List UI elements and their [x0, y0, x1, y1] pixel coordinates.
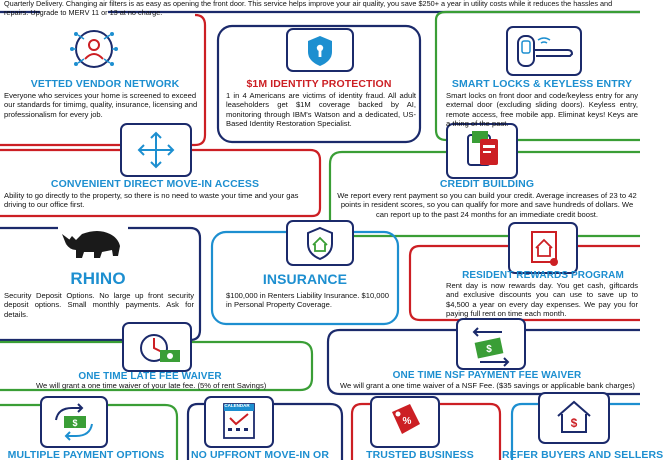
- house-shield-icon: [288, 222, 352, 264]
- credit-card-icon: [448, 125, 516, 177]
- locks-body: Smart locks on front door and code/keyless entry for any external door (excluding sliding doors). Keyless entry, remote access, free mobile app. Eliminat keys! Keys are a thing of the past.: [446, 91, 638, 128]
- vetted-person-icon: [62, 22, 126, 76]
- cash-arrows-icon: [458, 320, 524, 368]
- svg-text:$: $: [486, 344, 492, 355]
- credit-title: CREDIT BUILDING: [439, 178, 535, 190]
- identity-title: $1M IDENTITY PROTECTION: [246, 78, 392, 90]
- payment-cycle-icon: [42, 398, 106, 446]
- intro-text: Quarterly Delivery. Changing air filters is as easy as opening the front door. This service helps improve your air quality, you save $250+ a year in utility costs while it reduces the hassles and repairs. Upgrade to MERV 11 or 13 at no charge.: [4, 0, 613, 17]
- latefee-body: We will grant a one time waiver of your late fee. (5% of rent Savings): [36, 381, 267, 390]
- identity-icon-box: [286, 28, 354, 72]
- rhino-title: RHINO: [70, 269, 126, 288]
- house-dollar-icon: [540, 394, 608, 442]
- rhino-icon-wrap: [58, 222, 128, 262]
- movein-body: Ability to go directly to the property, so there is no need to waste your time and your gas driving to our office first.: [4, 191, 299, 210]
- trusted-icon-box: [370, 396, 440, 448]
- trusted-title: TRUSTED BUSINESS: [366, 449, 474, 461]
- move-arrows-icon: [122, 125, 190, 175]
- svg-text:%: %: [402, 416, 412, 427]
- insurance-icon-box: [286, 220, 354, 266]
- refer-title: REFER BUYERS AND SELLERS: [502, 449, 663, 461]
- credit-icon-box: [446, 123, 518, 179]
- clock-cash-icon: [124, 324, 190, 370]
- rewards-title: RESIDENT REWARDS PROGRAM: [462, 270, 624, 281]
- vetted-vendor-icon-box: [62, 22, 126, 76]
- latefee-title: ONE TIME LATE FEE WAIVER: [78, 371, 222, 382]
- smart-lock-icon: [508, 28, 580, 74]
- payment-icon-box: [40, 396, 108, 448]
- identity-body: 1 in 4 Americans are victims of identity fraud. All adult leaseholders get $1M coverage backed by AI, monitoring through IBM's Watson and a dedicated, US-Based Identity Restoration Specialist.: [226, 91, 416, 128]
- insurance-title: INSURANCE: [262, 271, 348, 287]
- insurance-body: $100,000 in Renters Liability Insurance. $10,000 in Personal Property Coverage.: [226, 291, 389, 310]
- svg-text:$: $: [72, 418, 78, 428]
- movein-icon-box: [120, 123, 192, 177]
- nsf-body: We will grant a one time waiver of a NSF Fee. ($35 savings or applicable bank charges): [340, 381, 635, 390]
- percent-tag-icon: [372, 398, 438, 446]
- vendor-title: VETTED VENDOR NETWORK: [30, 78, 180, 90]
- vendor-body: Everyone who services your home is screened to exceed our standards for timimg, quality, insurance, licensing and professionalism for every job.: [4, 91, 198, 119]
- rhino-body: Security Deposit Options. No large up front security deposit options. Small monthly payments. Ask for details.: [4, 291, 194, 319]
- rhino-icon: [58, 222, 128, 262]
- locks-title: SMART LOCKS & KEYLESS ENTRY: [451, 78, 633, 90]
- nsf-icon-box: [456, 318, 526, 370]
- rewards-body: Rent day is now rewards day. You get cash, giftcards and exclusive discounts you can use to save up to $4,500 a year on every day expenses. We pay you for paying full rent on time each month.: [446, 281, 638, 318]
- nsf-title: ONE TIME NSF PAYMENT FEE WAIVER: [392, 370, 582, 381]
- house-certificate-icon: [510, 224, 576, 272]
- locks-icon-box: [506, 26, 582, 76]
- upfront-title: NO UPFRONT MOVE-IN OR: [190, 449, 329, 461]
- svg-text:$: $: [570, 416, 578, 430]
- keyhole-icon: [288, 30, 352, 70]
- movein-title: CONVENIENT DIRECT MOVE-IN ACCESS: [50, 178, 260, 190]
- calendar-label: CALENDAR: [224, 403, 250, 408]
- payment-title: MULTIPLE PAYMENT OPTIONS: [7, 449, 165, 461]
- refer-icon-box: [538, 392, 610, 444]
- rewards-icon-box: [508, 222, 578, 274]
- latefee-icon-box: [122, 322, 192, 372]
- credit-body: We report every rent payment so you can build your credit. Average increases of 23 to 42 points in resident scores, so you can qualify for more and save hundreds of dollars. We can report up to the past 24 months for an immediate credit boost.: [337, 191, 637, 219]
